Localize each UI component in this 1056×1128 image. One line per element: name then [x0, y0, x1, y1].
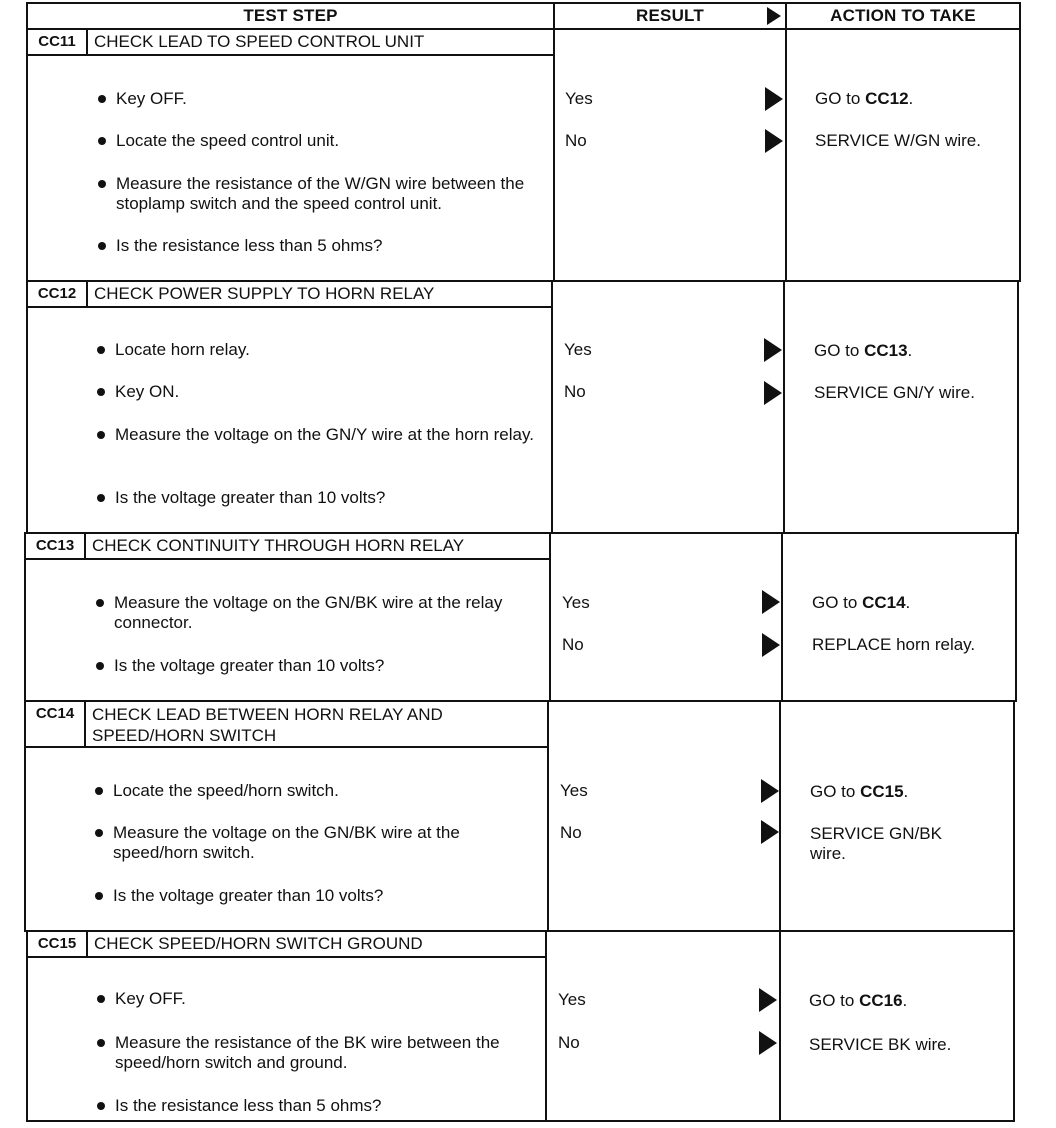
result-yes: Yes	[558, 990, 586, 1009]
arrow-right-icon	[765, 129, 783, 153]
arrow-right-icon	[761, 820, 779, 844]
result-yes: Yes	[564, 340, 592, 359]
action-no: REPLACE horn relay.	[812, 635, 976, 654]
section-cc14-title-bar	[24, 700, 549, 748]
bullet-dot-icon	[95, 892, 103, 900]
result-no: No	[558, 1033, 580, 1052]
action-tail: .	[903, 782, 909, 801]
action-verb: GO to	[815, 89, 866, 108]
bullet-dot-icon	[98, 180, 106, 188]
result-no: No	[565, 131, 587, 150]
action-no: SERVICE GN/Y wire.	[814, 383, 975, 402]
action-yes	[810, 782, 1010, 802]
step-code: CC13	[26, 534, 86, 558]
action-yes	[812, 593, 1012, 613]
section-cc15-title-bar	[26, 930, 547, 958]
bullet-text: Is the resistance less than 5 ohms?	[115, 1096, 382, 1115]
bullet-dot-icon	[97, 388, 105, 396]
section-cc11-action-cell	[785, 28, 1021, 282]
step-title: CHECK LEAD BETWEEN HORN RELAY AND SPEED/HORN SWITCH	[92, 705, 443, 745]
bullet-dot-icon	[97, 1102, 105, 1110]
bullet-dot-icon	[96, 599, 104, 607]
bullet-dot-icon	[98, 137, 106, 145]
bullet-text: Is the voltage greater than 10 volts?	[113, 886, 384, 905]
section-cc12-action-cell	[783, 280, 1019, 534]
bullet-dot-icon	[96, 662, 104, 670]
bullet-item	[115, 1096, 555, 1116]
section-cc14-result-cell	[547, 700, 781, 932]
action-tail: .	[905, 593, 911, 612]
bullet-item	[116, 236, 556, 256]
action-target: CC16	[859, 991, 903, 1010]
arrow-right-icon	[759, 988, 777, 1012]
action-yes	[815, 89, 1015, 109]
result-no: No	[564, 382, 586, 401]
result-no: No	[562, 635, 584, 654]
result-yes: Yes	[562, 593, 590, 612]
action-verb: GO to	[812, 593, 863, 612]
bullet-item	[114, 656, 554, 676]
arrow-right-icon	[765, 87, 783, 111]
bullet-text: Measure the voltage on the GN/Y wire at the horn relay.	[115, 425, 534, 444]
section-cc14-action-cell	[779, 700, 1015, 932]
result-yes: Yes	[560, 781, 588, 800]
bullet-text: Locate the speed control unit.	[116, 131, 340, 150]
header-action: ACTION TO TAKE	[785, 2, 1021, 30]
action-tail: .	[902, 991, 908, 1010]
bullet-text: Key ON.	[115, 382, 180, 401]
action-no: SERVICE BK wire.	[809, 1035, 952, 1054]
step-code: CC15	[28, 932, 88, 956]
action-verb: GO to	[810, 782, 861, 801]
bullet-item	[115, 488, 555, 508]
section-cc15-step-cell	[26, 930, 547, 1122]
bullet-text: Locate horn relay.	[115, 340, 250, 359]
bullet-dot-icon	[98, 95, 106, 103]
step-title: CHECK LEAD TO SPEED CONTROL UNIT	[94, 32, 425, 51]
bullet-item	[115, 382, 555, 402]
bullet-item	[115, 989, 555, 1009]
header-result-label: RESULT	[636, 6, 704, 25]
action-tail: .	[908, 89, 914, 108]
bullet-text: Measure the voltage on the GN/BK wire at the speed/horn switch.	[113, 823, 460, 862]
section-cc13-action-cell	[781, 532, 1017, 702]
bullet-text: Measure the resistance of the W/GN wire between the stoplamp switch and the speed control unit.	[116, 174, 525, 213]
bullet-item	[113, 823, 513, 863]
arrow-right-icon	[761, 779, 779, 803]
step-code: CC12	[28, 282, 88, 306]
header-result	[553, 2, 787, 30]
action-target: CC15	[860, 782, 904, 801]
section-cc13-result-cell	[549, 532, 783, 702]
bullet-item	[115, 1033, 535, 1073]
action-yes	[809, 991, 1009, 1011]
step-code: CC14	[26, 702, 86, 746]
bullet-text: Key OFF.	[115, 989, 186, 1008]
section-cc11-result-cell	[553, 28, 787, 282]
bullet-dot-icon	[97, 431, 105, 439]
bullet-dot-icon	[97, 995, 105, 1003]
header-test-step: TEST STEP	[26, 2, 555, 30]
bullet-dot-icon	[98, 242, 106, 250]
bullet-item	[116, 131, 556, 151]
arrow-right-icon	[764, 381, 782, 405]
bullet-text: Is the voltage greater than 10 volts?	[115, 488, 386, 507]
bullet-text: Measure the voltage on the GN/BK wire at the relay connector.	[114, 593, 503, 632]
step-title: CHECK CONTINUITY THROUGH HORN RELAY	[92, 536, 465, 555]
action-no: SERVICE W/GN wire.	[815, 131, 981, 150]
action-target: CC12	[865, 89, 909, 108]
bullet-dot-icon	[97, 346, 105, 354]
action-tail: .	[907, 341, 913, 360]
action-verb: GO to	[809, 991, 860, 1010]
bullet-text: Locate the speed/horn switch.	[113, 781, 339, 800]
bullet-text: Measure the resistance of the BK wire between the speed/horn switch and ground.	[115, 1033, 500, 1072]
bullet-item	[114, 593, 534, 633]
section-cc13-title-bar	[24, 532, 551, 560]
arrow-right-icon	[759, 1031, 777, 1055]
bullet-item	[113, 886, 553, 906]
arrow-right-icon	[762, 590, 780, 614]
action-yes	[814, 341, 1014, 361]
section-cc15-action-cell	[779, 930, 1015, 1122]
bullet-item	[113, 781, 553, 801]
result-yes: Yes	[565, 89, 593, 108]
action-target: CC14	[862, 593, 906, 612]
arrow-right-icon	[762, 633, 780, 657]
arrow-right-icon	[767, 7, 781, 25]
action-target: CC13	[864, 341, 908, 360]
bullet-dot-icon	[97, 1039, 105, 1047]
bullet-item	[116, 174, 536, 214]
step-title: CHECK SPEED/HORN SWITCH GROUND	[94, 934, 423, 953]
result-no: No	[560, 823, 582, 842]
bullet-dot-icon	[97, 494, 105, 502]
step-code: CC11	[28, 30, 88, 54]
bullet-item	[115, 425, 535, 445]
bullet-text: Is the voltage greater than 10 volts?	[114, 656, 385, 675]
bullet-text: Is the resistance less than 5 ohms?	[116, 236, 383, 255]
bullet-text: Key OFF.	[116, 89, 187, 108]
action-no: SERVICE GN/BK wire.	[810, 824, 942, 863]
step-title: CHECK POWER SUPPLY TO HORN RELAY	[94, 284, 435, 303]
section-cc11-title-bar	[26, 28, 555, 56]
action-verb: GO to	[814, 341, 865, 360]
section-cc12-result-cell	[551, 280, 785, 534]
arrow-right-icon	[764, 338, 782, 362]
section-cc15-result-cell	[545, 930, 781, 1122]
bullet-item	[115, 340, 555, 360]
bullet-dot-icon	[95, 829, 103, 837]
section-cc12-title-bar	[26, 280, 553, 308]
bullet-dot-icon	[95, 787, 103, 795]
bullet-item	[116, 89, 556, 109]
